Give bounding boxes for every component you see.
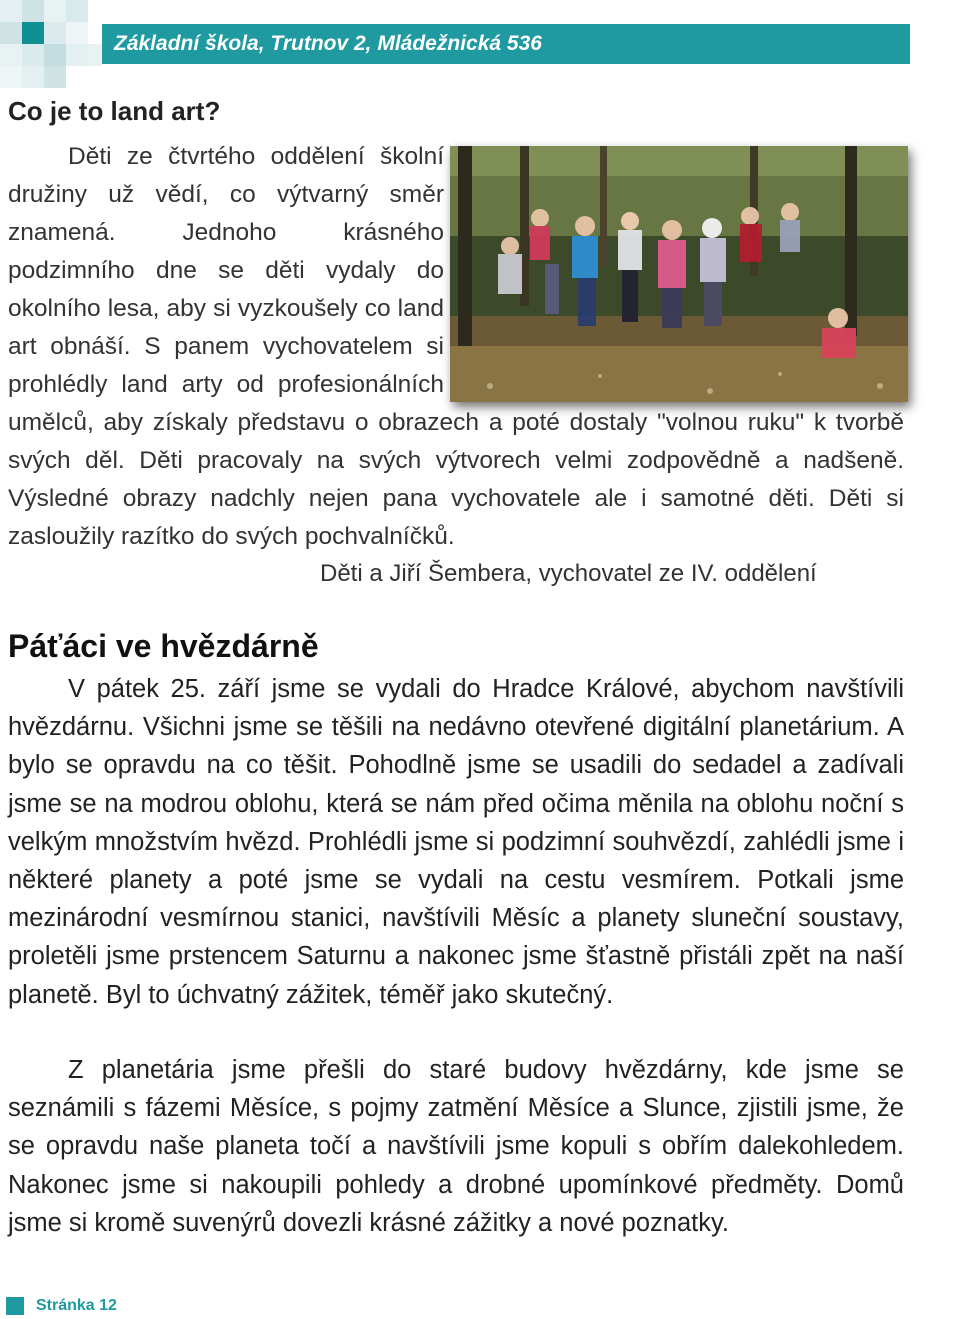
article-signature: Děti a Jiří Šembera, vychovatel ze IV. oddělení [320, 560, 817, 587]
article-paragraph-observatory-2 [8, 1051, 904, 1242]
deco-square [0, 22, 22, 44]
article-title-observatory: Páťáci ve hvězdárně [8, 628, 319, 664]
article-body-text: Děti ze čtvrtého oddělení školní družiny už vědí, co výtvarný směr znamená. Jednoho krásného podzimního dne se děti vydaly do okolního lesa, aby si vyzkoušely co land art obnáší. S panem vychovatelem si prohlédly land arty od profesionálních umělců, aby získaly představu o obrazech a poté dostaly "volnou ruku" k tvorbě svých děl. Děti pracovaly na svých výtvorech velmi zodpovědně a nadšeně. Výsledné obrazy nadchly nejen pana vychovatele ale i samotné děti. Děti si zasloužily razítko do svých pochvalníčků. [8, 143, 904, 550]
deco-square [44, 22, 66, 44]
paragraph-text: Z planetária jsme přešli do staré budovy hvězdárny, kde jsme se seznámili s fázemi Měsíce, s pojmy zatmění Měsíce a Slunce, zjistili jsme, že se opravdu naše planeta točí a navštívili jsme kopuli s obřím dalekohledem. Nakonec jsme si nakoupili pohledy a drobné upomínkové předměty. Domů jsme si kromě suvenýrů dovezli krásné zážitky a nové poznatky. [8, 1056, 904, 1237]
deco-square [66, 44, 88, 66]
deco-square [22, 66, 44, 88]
page-footer [6, 1296, 117, 1316]
group-photo-children-forest [450, 146, 908, 402]
deco-square [88, 44, 102, 66]
deco-square [66, 22, 88, 44]
deco-square [0, 66, 22, 88]
article-paragraph-observatory-1 [8, 670, 904, 1014]
footer-square-icon [6, 1297, 24, 1315]
deco-square [66, 0, 88, 22]
page-number: Stránka 12 [36, 1297, 117, 1314]
deco-square [44, 0, 66, 22]
header-school-name: Základní škola, Trutnov 2, Mládežnická 536 [102, 24, 910, 64]
deco-square [44, 44, 66, 66]
deco-square [44, 66, 66, 88]
deco-square [22, 44, 44, 66]
deco-square [22, 0, 44, 22]
deco-square [22, 22, 44, 44]
deco-square [0, 0, 22, 22]
article-title-land-art: Co je to land art? [8, 96, 221, 126]
deco-square [0, 44, 22, 66]
paragraph-text: V pátek 25. září jsme se vydali do Hradce Králové, abychom navštívili hvězdárnu. Všichni jsme se těšili na nedávno otevřené digitální planetárium. A bylo se opravdu na co těšit. Pohodlně jsme se usadili do sedadel a zadívali jsme se na modrou oblohu, která se nám před očima měnila na oblohu noční s velkým množstvím hvězd. Prohlédli jsme si podzimní souhvězdí, zahlédli jsme i některé planety a poté jsme se vydali na cestu vesmírem. Potkali jsme mezinárodní vesmírnou stanici, navštívili Měsíc a planety sluneční soustavy, proletěli jsme prstencem Saturnu a nakonec jsme šťastně přistáli zpět na naší planetě. Byl to úchvatný zážitek, téměř jako skutečný. [8, 675, 904, 1009]
